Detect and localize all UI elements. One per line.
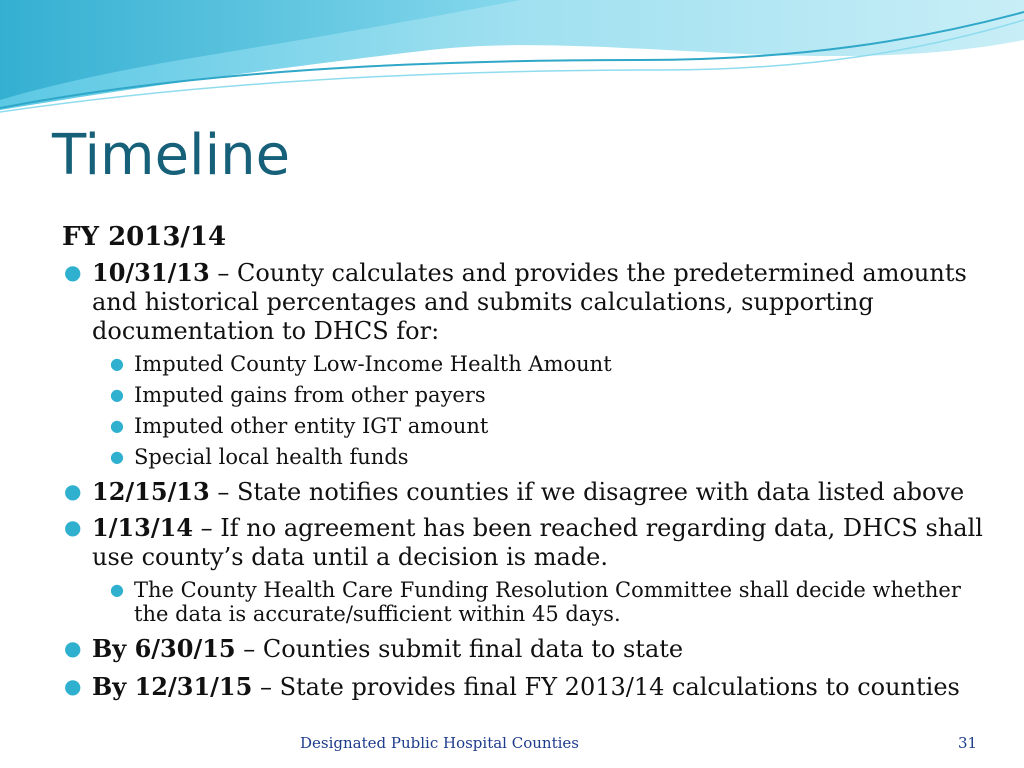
bullet-icon: ● — [110, 416, 124, 435]
item-text: – Counties submit final data to state — [235, 635, 684, 663]
sub-item-text: The County Health Care Funding Resolution Committee shall decide whether the data is accurate/sufficient within 45 days. — [134, 578, 961, 626]
bullet-icon: ● — [110, 354, 124, 373]
sub-item-text: Special local health funds — [134, 445, 409, 469]
item-text: – State notifies counties if we disagree with data listed above — [209, 478, 965, 506]
sub-item — [62, 383, 992, 407]
item-text: – If no agreement has been reached regarding data, DHCS shall use county’s data until a decision is made. — [92, 514, 983, 571]
timeline-item-4 — [62, 634, 992, 664]
bullet-icon: ● — [64, 260, 82, 284]
bullet-icon: ● — [110, 580, 124, 599]
timeline-item-3 — [62, 513, 992, 572]
sub-item-text: Imputed County Low-Income Health Amount — [134, 352, 612, 376]
sub-item — [62, 414, 992, 438]
bullet-icon: ● — [110, 447, 124, 466]
sub-item — [62, 578, 992, 626]
bullet-icon: ● — [64, 515, 82, 539]
page-number: 31 — [958, 734, 978, 752]
header-wave-decoration — [0, 0, 1024, 120]
bullet-icon: ● — [110, 385, 124, 404]
item-date: 10/31/13 — [92, 258, 210, 287]
item-date: By 12/31/15 — [92, 672, 253, 701]
timeline-item-2 — [62, 477, 992, 507]
item-date: 12/15/13 — [92, 477, 210, 506]
item-date: 1/13/14 — [92, 513, 194, 542]
timeline-item-1 — [62, 258, 992, 346]
sub-item-text: Imputed other entity IGT amount — [134, 414, 489, 438]
slide-body — [62, 222, 992, 702]
slide-title: Timeline — [52, 123, 291, 188]
footer-text: Designated Public Hospital Counties — [300, 734, 579, 752]
sub-item — [62, 352, 992, 376]
bullet-icon: ● — [64, 636, 82, 660]
sub-item — [62, 445, 992, 469]
fiscal-year-heading: FY 2013/14 — [62, 222, 227, 252]
bullet-icon: ● — [64, 479, 82, 503]
bullet-icon: ● — [64, 674, 82, 698]
sub-item-text: Imputed gains from other payers — [134, 383, 486, 407]
item-text: – County calculates and provides the predetermined amounts and historical percentages and submits calculations, supporting documentation to DHCS for: — [92, 259, 967, 345]
item-date: By 6/30/15 — [92, 634, 236, 663]
timeline-item-5 — [62, 672, 992, 702]
item-text: – State provides final FY 2013/14 calculations to counties — [252, 673, 960, 701]
